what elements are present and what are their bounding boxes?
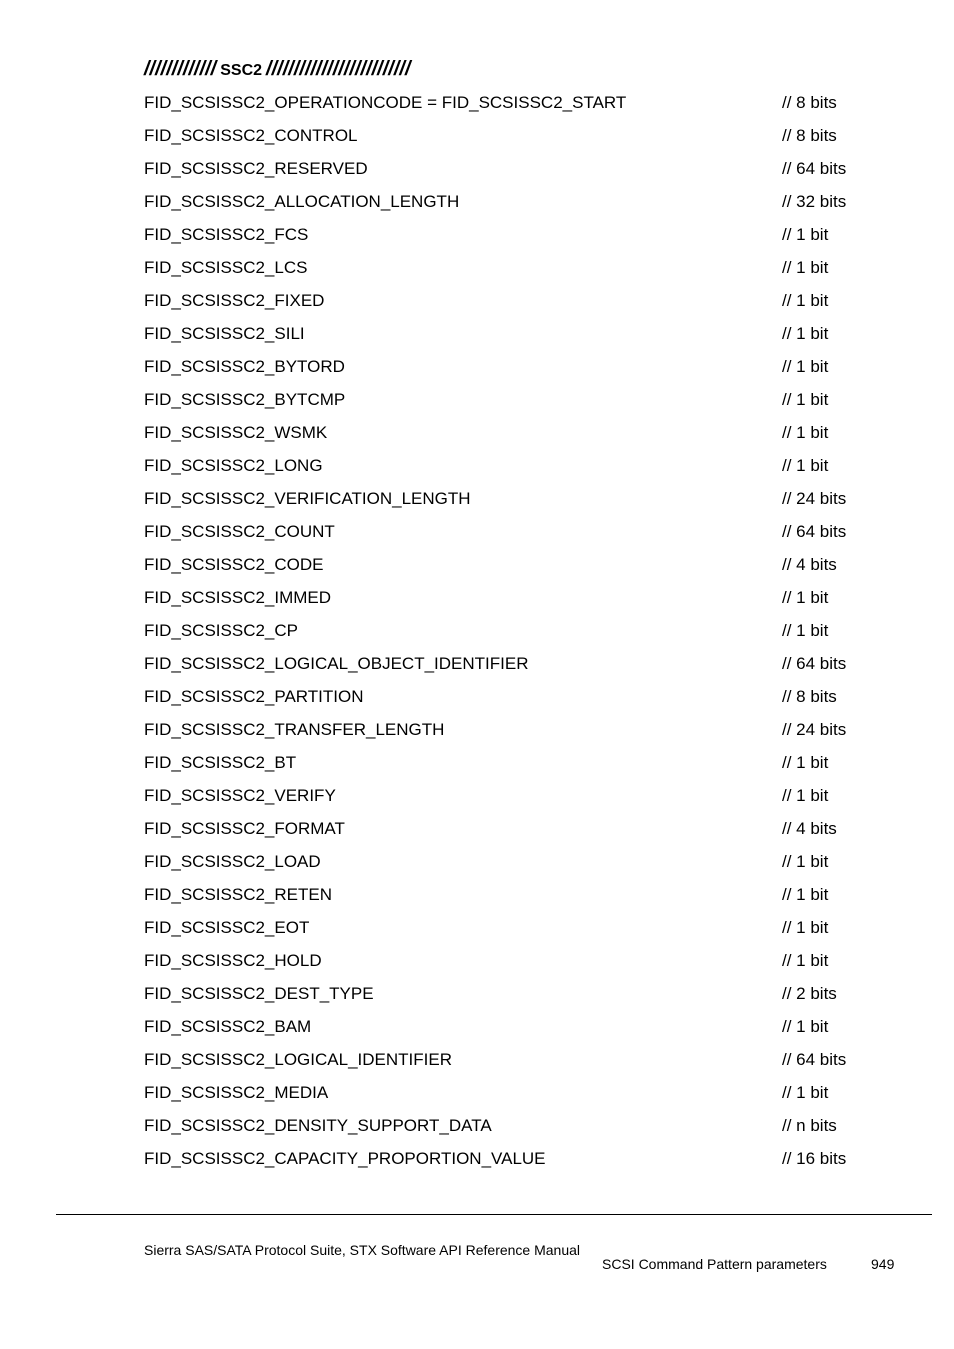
field-row (144, 849, 864, 882)
field-row (144, 783, 864, 816)
field-row (144, 222, 864, 255)
field-row (144, 882, 864, 915)
field-name: FID_SCSISSC2_FORMAT (144, 819, 345, 838)
field-size: // 1 bit (782, 456, 829, 475)
field-row (144, 189, 864, 222)
field-name: FID_SCSISSC2_BYTORD (144, 357, 345, 376)
field-row (144, 618, 864, 651)
field-name: FID_SCSISSC2_RESERVED (144, 159, 368, 178)
field-row (144, 1014, 864, 1047)
field-size: // n bits (782, 1116, 837, 1135)
field-size: // 1 bit (782, 951, 829, 970)
field-size: // 64 bits (782, 654, 847, 673)
footer-manual-title: Sierra SAS/SATA Protocol Suite, STX Software API Reference Manual (144, 1242, 581, 1258)
field-row (144, 1146, 864, 1179)
field-row (144, 552, 864, 585)
field-row (144, 651, 864, 684)
heading-suffix: ////////////////////////// (266, 58, 411, 80)
field-name: FID_SCSISSC2_CAPACITY_PROPORTION_VALUE (144, 1149, 546, 1168)
heading-label: SSC2 (220, 62, 263, 79)
field-name: FID_SCSISSC2_CODE (144, 555, 324, 574)
field-row (144, 486, 864, 519)
field-size: // 1 bit (782, 225, 829, 244)
field-name: FID_SCSISSC2_FIXED (144, 291, 325, 310)
field-size: // 1 bit (782, 291, 829, 310)
heading-prefix: ///////////// (144, 58, 217, 80)
field-size: // 1 bit (782, 1083, 829, 1102)
field-row (144, 717, 864, 750)
field-size: // 1 bit (782, 390, 829, 409)
field-row (144, 420, 864, 453)
field-name: FID_SCSISSC2_TRANSFER_LENGTH (144, 720, 445, 739)
field-name: FID_SCSISSC2_CP (144, 621, 298, 640)
field-row (144, 684, 864, 717)
page-number: 949 (871, 1256, 895, 1272)
field-size: // 8 bits (782, 687, 837, 706)
field-row (144, 585, 864, 618)
field-size: // 1 bit (782, 588, 829, 607)
field-size: // 16 bits (782, 1149, 847, 1168)
field-name: FID_SCSISSC2_EOT (144, 918, 310, 937)
field-size: // 1 bit (782, 423, 829, 442)
field-row (144, 387, 864, 420)
field-name: FID_SCSISSC2_VERIFICATION_LENGTH (144, 489, 471, 508)
field-row (144, 354, 864, 387)
field-size: // 24 bits (782, 489, 847, 508)
field-size: // 8 bits (782, 93, 837, 112)
field-name: FID_SCSISSC2_IMMED (144, 588, 332, 607)
field-name: FID_SCSISSC2_LCS (144, 258, 308, 277)
field-row (144, 1080, 864, 1113)
field-name: FID_SCSISSC2_PARTITION (144, 687, 364, 706)
field-row (144, 981, 864, 1014)
field-size: // 64 bits (782, 159, 847, 178)
field-name: FID_SCSISSC2_DEST_TYPE (144, 984, 374, 1003)
field-size: // 1 bit (782, 1017, 829, 1036)
field-size: // 32 bits (782, 192, 847, 211)
field-name: FID_SCSISSC2_ALLOCATION_LENGTH (144, 192, 460, 211)
field-row (144, 915, 864, 948)
field-name: FID_SCSISSC2_SILI (144, 324, 305, 343)
field-name: FID_SCSISSC2_RETEN (144, 885, 332, 904)
field-size: // 1 bit (782, 324, 829, 343)
field-name: FID_SCSISSC2_HOLD (144, 951, 322, 970)
field-name: FID_SCSISSC2_LONG (144, 456, 323, 475)
field-size: // 1 bit (782, 885, 829, 904)
field-name: FID_SCSISSC2_LOAD (144, 852, 321, 871)
field-size: // 1 bit (782, 753, 829, 772)
field-name: FID_SCSISSC2_MEDIA (144, 1083, 329, 1102)
field-name: FID_SCSISSC2_BT (144, 753, 297, 772)
field-size: // 4 bits (782, 555, 837, 574)
field-name: FID_SCSISSC2_LOGICAL_OBJECT_IDENTIFIER (144, 654, 529, 673)
field-row (144, 519, 864, 552)
field-row (144, 90, 864, 123)
field-name: FID_SCSISSC2_BYTCMP (144, 390, 346, 409)
field-size: // 1 bit (782, 918, 829, 937)
field-row (144, 156, 864, 189)
field-row (144, 750, 864, 783)
field-size: // 4 bits (782, 819, 837, 838)
section-heading (144, 57, 411, 83)
field-size: // 1 bit (782, 852, 829, 871)
field-name: FID_SCSISSC2_BAM (144, 1017, 312, 1036)
field-name: FID_SCSISSC2_LOGICAL_IDENTIFIER (144, 1050, 452, 1069)
field-row (144, 255, 864, 288)
field-name: FID_SCSISSC2_WSMK (144, 423, 328, 442)
field-size: // 64 bits (782, 1050, 847, 1069)
field-row (144, 123, 864, 156)
field-size: // 1 bit (782, 786, 829, 805)
field-size: // 2 bits (782, 984, 837, 1003)
field-list (144, 90, 864, 1179)
footer-section: SCSI Command Pattern parameters (602, 1256, 827, 1272)
field-name: FID_SCSISSC2_CONTROL (144, 126, 358, 145)
field-name: FID_SCSISSC2_FCS (144, 225, 309, 244)
footer-divider (56, 1214, 932, 1215)
field-row (144, 816, 864, 849)
field-row (144, 948, 864, 981)
field-name: FID_SCSISSC2_COUNT (144, 522, 335, 541)
field-size: // 1 bit (782, 258, 829, 277)
field-row (144, 453, 864, 486)
field-name: FID_SCSISSC2_DENSITY_SUPPORT_DATA (144, 1116, 492, 1135)
field-row (144, 288, 864, 321)
field-name: FID_SCSISSC2_OPERATIONCODE = FID_SCSISSC2_START (144, 93, 627, 112)
field-size: // 64 bits (782, 522, 847, 541)
field-size: // 8 bits (782, 126, 837, 145)
field-size: // 24 bits (782, 720, 847, 739)
field-row (144, 1047, 864, 1080)
field-row (144, 1113, 864, 1146)
field-name: FID_SCSISSC2_VERIFY (144, 786, 336, 805)
field-size: // 1 bit (782, 621, 829, 640)
field-size: // 1 bit (782, 357, 829, 376)
field-row (144, 321, 864, 354)
